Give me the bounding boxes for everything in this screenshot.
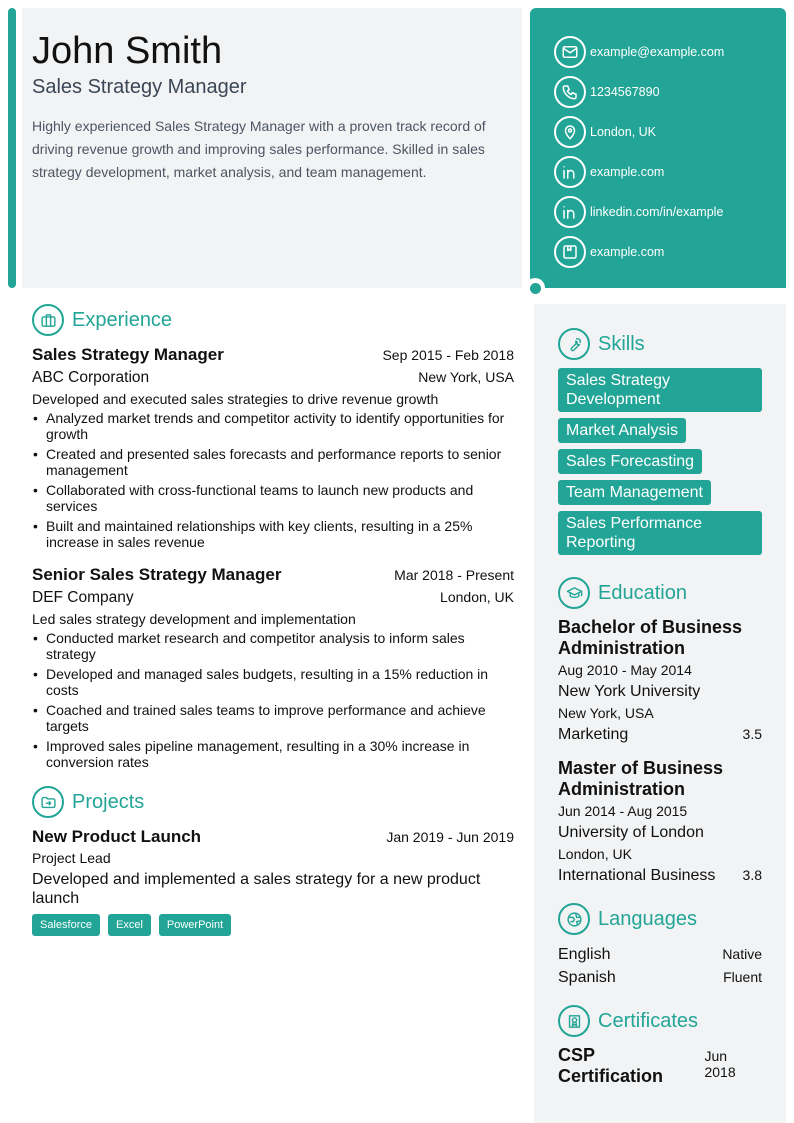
certificate-name: CSP Certification <box>558 1045 664 1086</box>
job-title: Senior Sales Strategy Manager <box>32 565 282 584</box>
job-description: Developed and executed sales strategies to drive revenue growth <box>32 391 439 407</box>
job-company: ABC Corporation <box>32 369 150 386</box>
skill-badge: Team Management <box>558 480 711 505</box>
edu-degree: Master of Business Administration <box>558 758 724 799</box>
contact-linkedin[interactable] <box>554 192 786 232</box>
contact-phone[interactable] <box>554 72 786 112</box>
portfolio-text: example.com <box>590 245 665 259</box>
edu-gpa: 3.5 <box>742 726 762 742</box>
list-item: • Developed and managed sales budgets, resulting in a 15% reduction in costs <box>32 666 514 698</box>
language-row <box>558 943 762 966</box>
job-bullets <box>32 630 514 770</box>
project-name: New Product Launch <box>32 827 202 846</box>
skill-badge: Sales Forecasting <box>558 449 702 474</box>
skills-heading <box>558 328 762 360</box>
project-description: Developed and implemented a sales strategy for a new product launch <box>32 871 481 907</box>
education-heading <box>558 577 762 609</box>
globe-icon <box>558 903 590 935</box>
location-text: London, UK <box>590 125 657 139</box>
projects-title: Projects <box>72 790 145 813</box>
summary: Highly experienced Sales Strategy Manager with a proven track record of driving revenue growth and improving sales performance. Skilled in sales strategy development, market analysis, and team management. <box>32 118 486 180</box>
language-name: Spanish <box>558 969 616 986</box>
sidebar <box>534 304 786 1123</box>
job-date: Mar 2018 - Present <box>394 567 514 583</box>
languages-section <box>558 903 762 989</box>
tag: PowerPoint <box>159 914 231 936</box>
experience-heading <box>32 304 514 336</box>
skills-section <box>558 328 762 561</box>
languages-heading <box>558 903 762 935</box>
edu-location: London, UK <box>558 846 632 862</box>
certificates-title: Certificates <box>598 1009 699 1032</box>
resume-header <box>22 8 522 288</box>
project-tags <box>32 914 514 936</box>
job-bullets <box>32 410 514 550</box>
skill-badge: Sales Strategy Development <box>558 368 762 412</box>
edu-degree: Bachelor of Business Administration <box>558 617 743 658</box>
edu-school: New York University <box>558 683 701 700</box>
language-name: English <box>558 946 611 963</box>
skills-title: Skills <box>598 332 645 355</box>
job-location: London, UK <box>440 589 514 605</box>
job-location: New York, USA <box>418 369 514 385</box>
job-date: Sep 2015 - Feb 2018 <box>382 347 514 363</box>
linkedin-icon <box>554 196 586 228</box>
phone-text: 1234567890 <box>590 85 660 99</box>
education-title: Education <box>598 581 687 604</box>
edu-field: Marketing <box>558 726 629 743</box>
education-section <box>558 577 762 887</box>
map-pin-icon <box>554 116 586 148</box>
list-item: • Created and presented sales forecasts and performance reports to senior management <box>32 446 514 478</box>
project-date: Jan 2019 - Jun 2019 <box>386 829 514 845</box>
certificate-date: Jun 2018 <box>704 1048 736 1080</box>
language-row <box>558 966 762 989</box>
language-level: Fluent <box>723 969 762 985</box>
edu-school: University of London <box>558 824 704 841</box>
job-title: Sales Strategy Manager <box>32 345 224 364</box>
skill-badge: Sales Performance Reporting <box>558 511 762 555</box>
job-company: DEF Company <box>32 589 134 606</box>
accent-bar <box>8 8 16 288</box>
contact-panel <box>530 8 786 288</box>
decorative-dot <box>525 278 545 298</box>
projects-heading <box>32 786 514 818</box>
graduation-cap-icon <box>558 577 590 609</box>
list-item: • Conducted market research and competitor analysis to inform sales strategy <box>32 630 514 662</box>
contact-location <box>554 112 786 152</box>
contact-portfolio[interactable] <box>554 232 786 272</box>
certificate-icon <box>558 1005 590 1037</box>
portfolio-icon <box>554 236 586 268</box>
project-entry <box>32 826 514 936</box>
edu-field: International Business <box>558 867 716 884</box>
edu-location: New York, USA <box>558 705 654 721</box>
list-item: • Built and maintained relationships with key clients, resulting in a 25% increase in sales revenue <box>32 518 514 550</box>
certificate-row <box>558 1045 762 1087</box>
education-entry <box>558 617 762 746</box>
edu-date: Jun 2014 - Aug 2015 <box>558 803 688 819</box>
candidate-title: Sales Strategy Manager <box>32 76 247 98</box>
folder-icon <box>32 786 64 818</box>
list-item: • Collaborated with cross-functional teams to launch new products and services <box>32 482 514 514</box>
linkedin-text: linkedin.com/in/example <box>590 205 724 219</box>
certificates-section <box>558 1005 762 1087</box>
experience-title: Experience <box>72 308 173 331</box>
certificates-heading <box>558 1005 762 1037</box>
wrench-icon <box>558 328 590 360</box>
skill-badge: Market Analysis <box>558 418 686 443</box>
education-entry <box>558 758 762 887</box>
list-item: • Improved sales pipeline management, resulting in a 30% increase in conversion rates <box>32 738 514 770</box>
tag: Salesforce <box>32 914 100 936</box>
list-item: • Coached and trained sales teams to improve performance and achieve targets <box>32 702 514 734</box>
email-text: example@example.com <box>590 45 725 59</box>
contact-email[interactable] <box>554 32 786 72</box>
tag: Excel <box>108 914 151 936</box>
edu-date: Aug 2010 - May 2014 <box>558 662 692 678</box>
mail-icon <box>554 36 586 68</box>
language-level: Native <box>722 946 762 962</box>
project-role: Project Lead <box>32 850 111 866</box>
list-item: • Analyzed market trends and competitor activity to identify opportunities for growth <box>32 410 514 442</box>
main-column <box>32 304 514 936</box>
phone-icon <box>554 76 586 108</box>
job-entry <box>32 564 514 770</box>
contact-website[interactable] <box>554 152 786 192</box>
candidate-name: John Smith <box>32 30 223 72</box>
linkedin-icon <box>554 156 586 188</box>
job-description: Led sales strategy development and implementation <box>32 611 356 627</box>
job-entry <box>32 344 514 550</box>
website-text: example.com <box>590 165 665 179</box>
edu-gpa: 3.8 <box>742 867 762 883</box>
briefcase-icon <box>32 304 64 336</box>
languages-title: Languages <box>598 907 697 930</box>
